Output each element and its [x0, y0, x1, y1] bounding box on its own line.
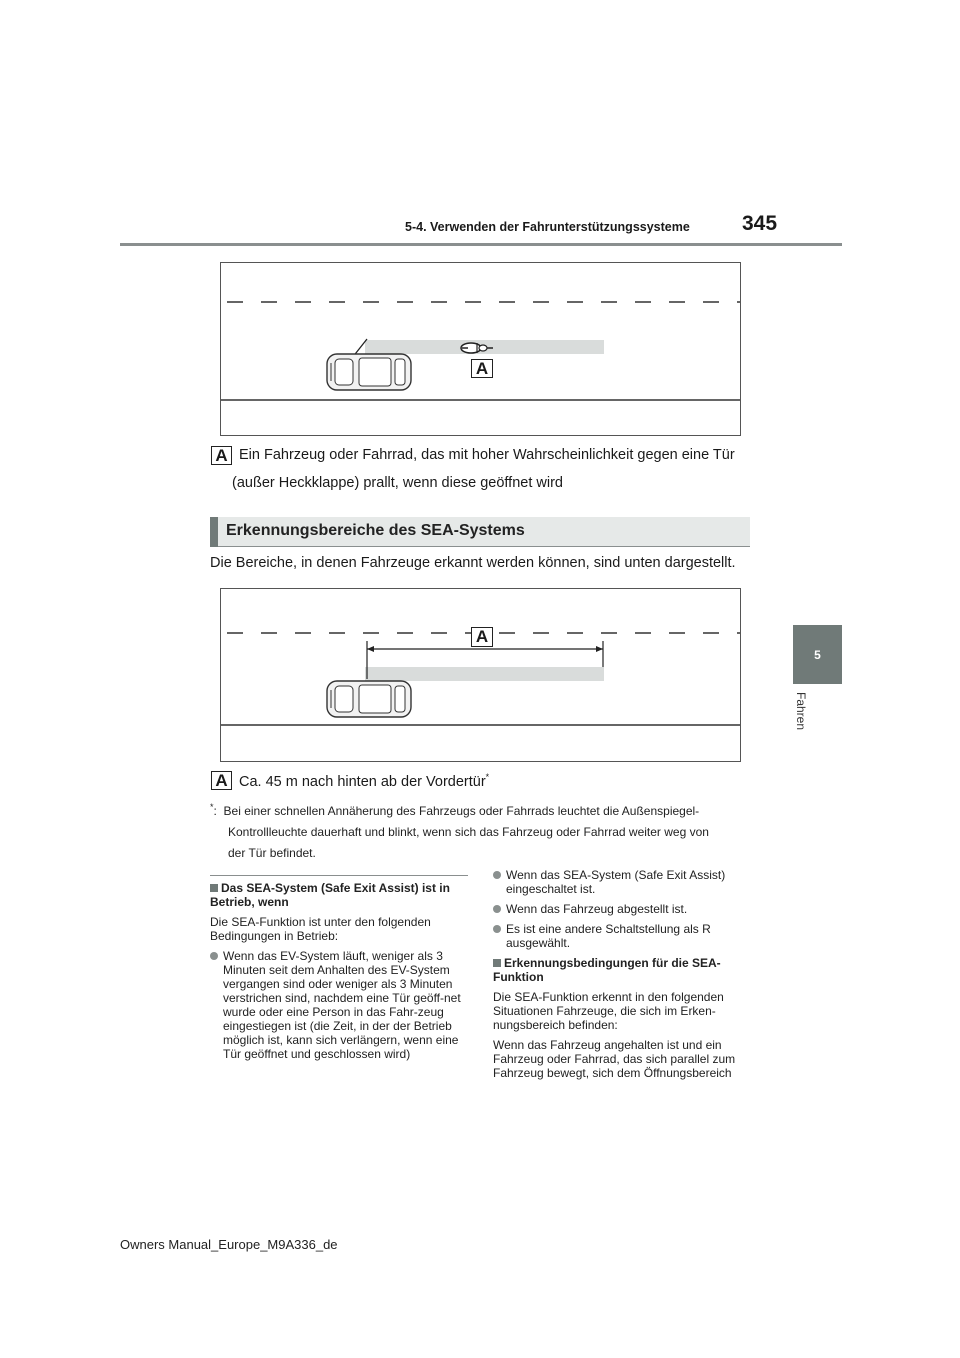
chapter-label: Fahren — [794, 692, 808, 731]
bullet-dot-icon — [493, 871, 501, 879]
road-illustration — [221, 263, 740, 435]
footnote-line1: *: Bei einer schnellen Annäherung des Fahrzeugs oder Fahrrads leuchtet die Außenspiegel- — [210, 802, 700, 818]
right-bullet-item: Wenn das Fahrzeug abgestellt ist. — [493, 902, 750, 916]
right-para2: Wenn das Fahrzeug angehalten ist und ein Fahrzeug oder Fahrrad, das sich parallel zum Fahrzeug bewegt, sich dem Öffnungsbereich — [493, 1038, 736, 1080]
figure-door-collision — [220, 262, 741, 436]
left-column-rule — [210, 875, 468, 876]
callout-a-box: A — [471, 359, 493, 378]
bullet-dot-icon — [210, 952, 218, 960]
section-title: 5-4. Verwenden der Fahrunterstützungssysteme — [405, 220, 690, 234]
footnote-line2: Kontrollleuchte dauerhaft und blinkt, wenn sich das Fahrzeug oder Fahrrad weiter weg von — [228, 825, 709, 839]
section-heading-bar — [210, 517, 218, 547]
header-divider — [120, 243, 842, 246]
figure2-caption — [239, 772, 489, 790]
figure-detection-area — [220, 588, 741, 762]
car-icon — [327, 681, 411, 717]
detection-zone — [365, 667, 604, 681]
footnote — [210, 797, 750, 864]
figure1-caption-line1: Ein Fahrzeug oder Fahrrad, das mit hoher Wahrscheinlichkeit gegen eine Tür — [239, 447, 735, 463]
section-heading — [210, 517, 750, 547]
square-bullet-icon — [493, 959, 501, 967]
chapter-tab — [793, 625, 842, 684]
detection-illustration — [221, 589, 740, 761]
callout-a-box: A — [471, 627, 493, 647]
left-heading: Das SEA-System (Safe Exit Assist) ist in Betrieb, wenn — [210, 881, 450, 909]
right-heading: Erkennungsbedingungen für die SEA-Funktion — [493, 956, 721, 984]
left-column — [210, 881, 468, 1067]
figure1-caption-line2: (außer Heckklappe) prallt, wenn diese geöffnet wird — [232, 475, 563, 491]
bullet-dot-icon — [493, 905, 501, 913]
section-heading-text: Erkennungsbereiche des SEA-Systems — [226, 522, 525, 539]
chapter-number: 5 — [814, 647, 821, 662]
footer-text: Owners Manual_Europe_M9A336_de — [120, 1237, 338, 1252]
square-bullet-icon — [210, 884, 218, 892]
footnote-mark: * — [485, 772, 490, 782]
left-intro: Die SEA-Funktion ist unter den folgenden Bedingungen in Betrieb: — [210, 915, 431, 943]
section-intro: Die Bereiche, in denen Fahrzeuge erkannt werden können, sind unten dargestellt. — [210, 555, 736, 571]
left-bullet-item: Wenn das EV-System läuft, weniger als 3 Minuten seit dem Anhalten des EV-System vergangen sind oder weniger als 3 Minuten verstrichen sind, nachdem eine Tür geöff-net wurde oder eine Person in das Fahr-zeug eingestiegen ist (die Zeit, in der der Betrieb möglich ist, kann sich verlängern, wenn eine Tür geöffnet und geschlossen wird) — [210, 949, 468, 1061]
page-number: 345 — [742, 212, 778, 235]
footnote-mark: * — [210, 802, 214, 812]
right-bullet-item: Es ist eine andere Schaltstellung als R ausgewählt. — [493, 922, 750, 950]
right-column — [493, 868, 750, 1086]
right-bullet-item: Wenn das SEA-System (Safe Exit Assist) eingeschaltet ist. — [493, 868, 750, 896]
footnote-line3: der Tür befindet. — [228, 846, 316, 860]
car-icon — [327, 354, 411, 390]
caption-a-box: A — [211, 771, 232, 790]
bullet-dot-icon — [493, 925, 501, 933]
figure2-caption-text: Ca. 45 m nach hinten ab der Vordertür — [239, 773, 486, 790]
right-para1: Die SEA-Funktion erkennt in den folgenden Situationen Fahrzeuge, die sich im Erken-nungsbereich befinden: — [493, 990, 724, 1032]
caption-a-box: A — [211, 446, 232, 465]
